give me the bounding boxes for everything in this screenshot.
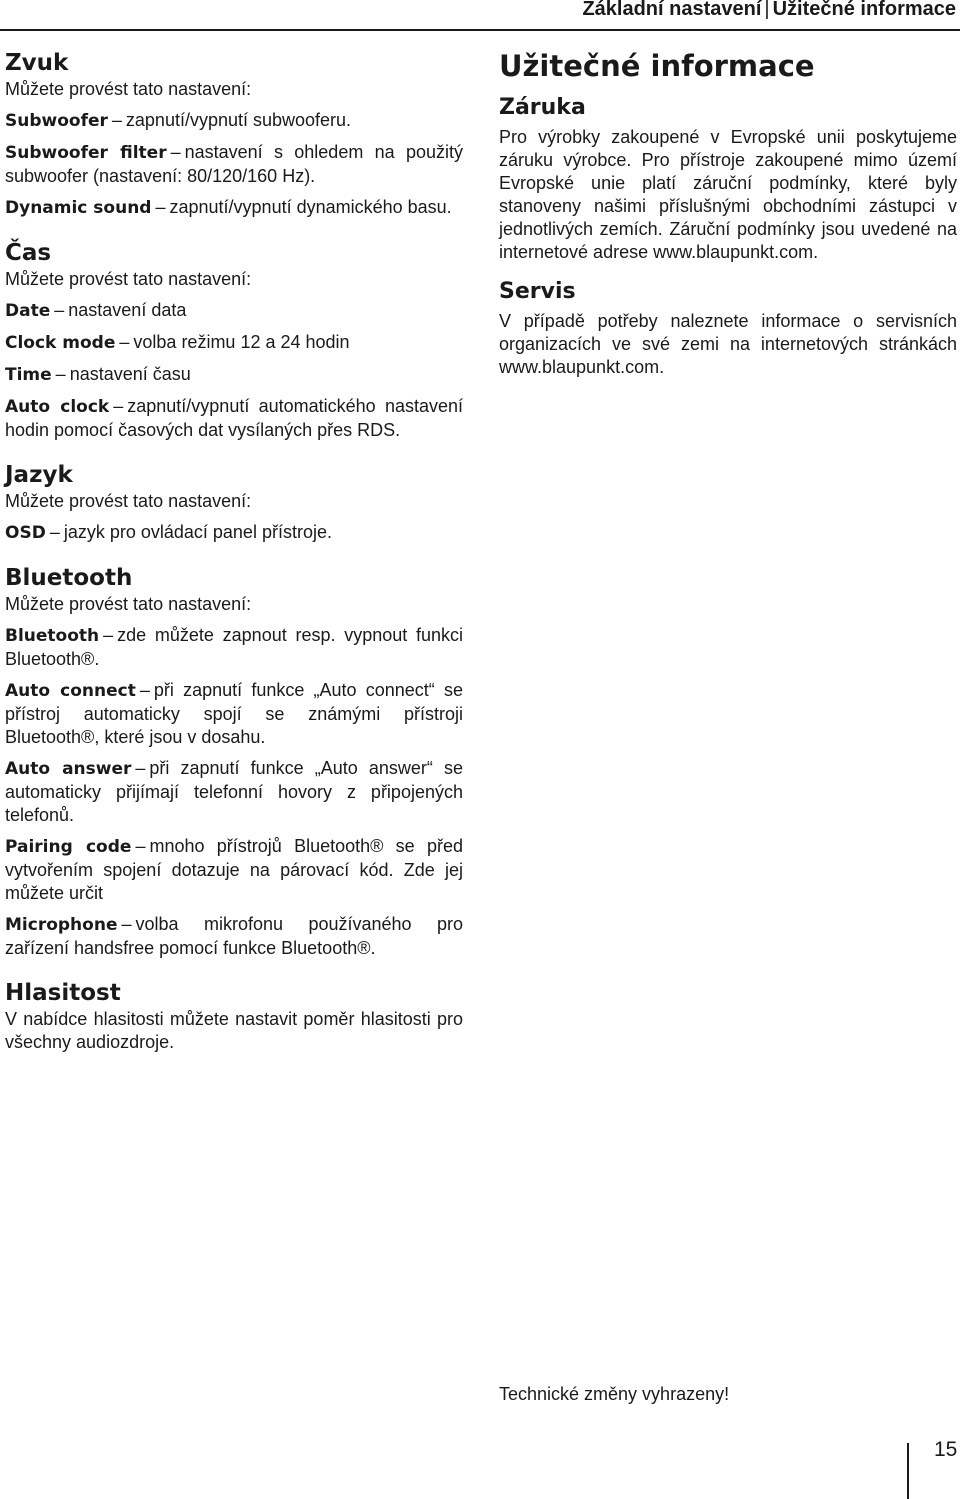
header-section-a: Základní nastavení bbox=[582, 0, 762, 20]
setting-item bbox=[5, 913, 463, 960]
setting-item bbox=[5, 624, 463, 671]
dash: – bbox=[119, 332, 130, 352]
section-title: Čas bbox=[5, 240, 52, 266]
dash: – bbox=[121, 914, 132, 934]
setting-item bbox=[5, 196, 463, 220]
dash: – bbox=[103, 625, 114, 645]
setting-desc: volba režimu 12 a 24 hodin bbox=[133, 332, 350, 352]
setting-desc: mnoho přístrojů Bluetooth® se před vytvořením spojení dotazuje na párovací kód. Zde jej můžete určit bbox=[5, 836, 463, 903]
setting-term: Subwoofer bbox=[5, 111, 108, 131]
section-servis bbox=[499, 278, 957, 379]
setting-desc: nastavení času bbox=[69, 364, 191, 384]
setting-term: Subwoofer filter bbox=[5, 143, 167, 163]
setting-item bbox=[5, 299, 463, 323]
setting-desc: při zapnutí funkce „Auto answer“ se automaticky přijímají telefonní hovory z připojených telefonů. bbox=[5, 758, 464, 825]
dash: – bbox=[55, 364, 66, 384]
setting-desc: zapnutí/vypnutí subwooferu. bbox=[125, 110, 352, 130]
page-number-rule bbox=[907, 1443, 909, 1499]
setting-desc: zde můžete zapnout resp. vypnout funkci Bluetooth®. bbox=[5, 625, 463, 669]
section-zvuk bbox=[5, 48, 463, 220]
section-title: Záruka bbox=[499, 95, 586, 120]
setting-desc: jazyk pro ovládací panel přístroje. bbox=[63, 522, 332, 542]
dash: – bbox=[54, 300, 65, 320]
section-zaruka bbox=[499, 94, 957, 264]
setting-term: Dynamic sound bbox=[5, 198, 152, 218]
section-hlasitost bbox=[5, 978, 463, 1054]
setting-item bbox=[5, 757, 463, 827]
dash: – bbox=[135, 758, 146, 778]
setting-desc: nastavení data bbox=[68, 300, 187, 320]
setting-term: Auto answer bbox=[5, 759, 132, 779]
section-title: Servis bbox=[499, 279, 576, 304]
setting-desc: zapnutí/vypnutí dynamického basu. bbox=[169, 197, 452, 217]
setting-term: Pairing code bbox=[5, 837, 132, 857]
setting-term: Auto clock bbox=[5, 397, 110, 417]
dash: – bbox=[170, 142, 181, 162]
setting-item bbox=[5, 835, 463, 905]
setting-item bbox=[5, 141, 463, 188]
setting-term: Clock mode bbox=[5, 333, 116, 353]
section-jazyk bbox=[5, 460, 463, 545]
setting-term: Time bbox=[5, 365, 52, 385]
main-title: Užitečné informace bbox=[499, 49, 815, 83]
section-intro: Můžete provést tato nastavení: bbox=[5, 491, 252, 511]
header-rule bbox=[0, 29, 960, 31]
setting-desc: volba mikrofonu používaného pro zařízení handsfree pomocí funkce Bluetooth®. bbox=[5, 914, 463, 958]
dash: – bbox=[49, 522, 60, 542]
setting-item bbox=[5, 109, 463, 133]
left-column bbox=[5, 48, 463, 1072]
section-body: Pro výrobky zakoupené v Evropské unii poskytujeme záruku výrobce. Pro přístroje zakoupené mimo území Evropské unie platí záruční podmínky, které byly stanoveny našimi příslušnými obchodními zástupci v jednotlivých zemích. Záruční podmínky jsou uvedené na internetové adrese www.blaupunkt.com. bbox=[499, 127, 957, 262]
header-separator: | bbox=[764, 0, 770, 20]
section-title: Bluetooth bbox=[5, 565, 133, 591]
section-intro: Můžete provést tato nastavení: bbox=[5, 594, 252, 614]
section-bluetooth bbox=[5, 563, 463, 960]
running-header bbox=[582, 0, 956, 21]
setting-item bbox=[5, 395, 463, 442]
setting-item bbox=[5, 679, 463, 749]
dash: – bbox=[139, 680, 150, 700]
setting-desc: zapnutí/vypnutí automatického nastavení hodin pomocí časových dat vysílaných přes RDS. bbox=[5, 396, 463, 440]
section-cas bbox=[5, 238, 463, 442]
page-number: 15 bbox=[934, 1438, 958, 1461]
setting-item bbox=[5, 363, 463, 387]
section-title: Jazyk bbox=[5, 462, 73, 488]
setting-term: Bluetooth bbox=[5, 626, 100, 646]
right-column bbox=[499, 48, 957, 393]
section-body: V nabídce hlasitosti můžete nastavit poměr hlasitosti pro všechny audiozdroje. bbox=[5, 1009, 463, 1052]
section-title: Zvuk bbox=[5, 50, 69, 76]
section-body: V případě potřeby naleznete informace o servisních organizacích ve své zemi na internetových stránkách www.blaupunkt.com. bbox=[499, 311, 957, 377]
header-section-b: Užitečné informace bbox=[772, 0, 956, 20]
setting-desc: nastavení s ohledem na použitý subwoofer (nastavení: 80/120/160 Hz). bbox=[5, 142, 463, 186]
dash: – bbox=[155, 197, 166, 217]
section-intro: Můžete provést tato nastavení: bbox=[5, 269, 252, 289]
setting-term: Auto connect bbox=[5, 681, 136, 701]
setting-item bbox=[5, 521, 463, 545]
setting-term: Microphone bbox=[5, 915, 118, 935]
setting-term: Date bbox=[5, 301, 51, 321]
dash: – bbox=[113, 396, 124, 416]
footer-note: Technické změny vyhrazeny! bbox=[499, 1384, 730, 1404]
dash: – bbox=[135, 836, 146, 856]
section-title: Hlasitost bbox=[5, 980, 121, 1006]
setting-term: OSD bbox=[5, 523, 46, 543]
section-intro: Můžete provést tato nastavení: bbox=[5, 79, 252, 99]
setting-desc: při zapnutí funkce „Auto connect“ se přístroj automaticky spojí se známými přístroji Bluetooth®, které jsou v dosahu. bbox=[5, 680, 463, 747]
setting-item bbox=[5, 331, 463, 355]
dash: – bbox=[111, 110, 122, 130]
